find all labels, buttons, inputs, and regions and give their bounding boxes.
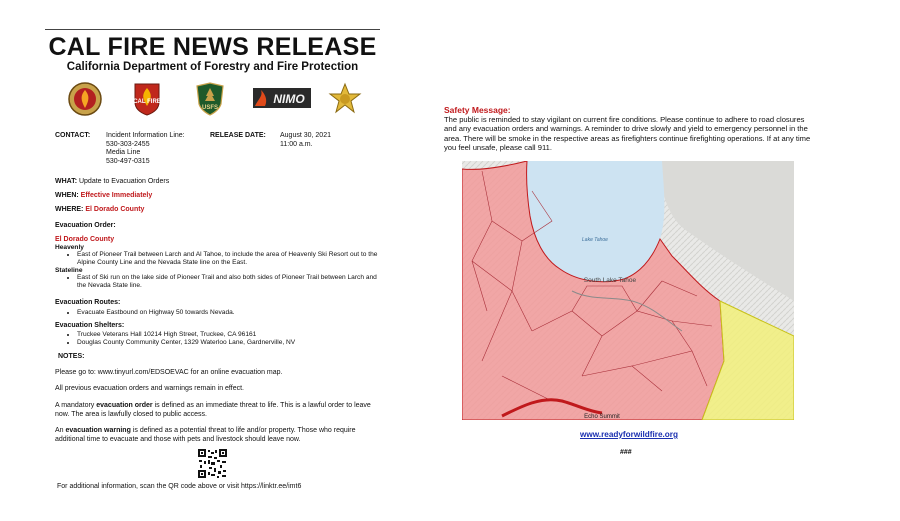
notes-remain: All previous evacuation orders and warnings remain in effect. [55, 385, 244, 392]
evac-shelters-heading: Evacuation Shelters: [55, 322, 125, 329]
shelter-list [55, 331, 380, 347]
nimo-logo-icon [253, 88, 311, 108]
release-date-label: RELEASE DATE: [210, 132, 266, 139]
what-line [55, 178, 169, 185]
evac-order-county: El Dorado County [55, 236, 115, 243]
contact-details [106, 132, 185, 166]
cal-fire-badge-icon [130, 82, 164, 116]
text-run: is defined as a potential threat to life and/or property. Those who require additional time to evacuate and those with pets and livestock should leave now. [55, 427, 356, 443]
evac-shelters [55, 331, 380, 347]
where-label: WHERE: [55, 206, 84, 213]
evacuation-map[interactable] [462, 161, 794, 420]
usfs-shield-icon [193, 82, 227, 116]
release-time-value: 11:00 a.m. [280, 140, 313, 148]
qr-code-icon[interactable] [197, 448, 228, 479]
notes-order-definition [55, 401, 380, 419]
qr-footer-text: For additional information, scan the QR code above or visit https://linktr.ee/imt6 [57, 483, 302, 490]
zone-list-heavenly [55, 251, 380, 267]
term-evacuation-warning: evacuation warning [65, 427, 131, 434]
cal-fire-seal-icon [68, 82, 102, 116]
contact-line: Media Line [106, 149, 141, 156]
evac-routes [55, 309, 380, 317]
contact-line: 530-497-0315 [106, 157, 150, 165]
svg-text:USFS: USFS [201, 105, 219, 111]
header-rule [45, 29, 380, 30]
shelter-item: • Douglas County Community Center, 1329 Waterloo Lane, Gardnerville, NV [77, 339, 380, 347]
text-run: A mandatory [55, 402, 97, 409]
end-mark: ### [620, 449, 632, 456]
contact-line: Incident Information Line: [106, 132, 185, 139]
safety-heading: Safety Message: [444, 105, 511, 115]
safety-text: The public is reminded to stay vigilant on current fire conditions. Please continue to adhere to road closures and any evacuation orders and warnings. A reminder to drive slowly and yield to emergency personnel in the area. There will be smoke in the respective areas as firefighters continue firefighting operations. If at any time you feel unsafe, please call 911. [444, 115, 811, 152]
sheriff-star-icon [328, 82, 362, 116]
zone-item: • East of Pioneer Trail between Larch and Al Tahoe, to include the area of Heavenly Ski Resort out to the Alpine County Line and the Nevada State line on the East. [77, 251, 380, 267]
routes-list [55, 309, 380, 317]
svg-text:CAL FIRE: CAL FIRE [133, 99, 161, 105]
evacuation-map-graphic [462, 161, 794, 420]
notes-map-line: Please go to: www.tinyurl.com/EDSOEVAC for an online evacuation map. [55, 369, 283, 376]
contact-line: 530-303-2455 [106, 140, 150, 148]
city-label: South Lake Tahoe [583, 277, 637, 284]
page-subtitle: California Department of Forestry and Fire Protection [66, 61, 359, 73]
term-evacuation-order: evacuation order [96, 402, 153, 409]
text-run: is defined as an immediate threat to life. This is a lawful order to leave now. The area is lawfully closed to public access. [55, 402, 371, 418]
page-title: CAL FIRE NEWS RELEASE [48, 33, 377, 61]
route-item: • Evacuate Eastbound on Highway 50 towards Nevada. [77, 309, 380, 317]
when-value: Effective Immediately [80, 192, 153, 199]
lake-label: Lake Tahoe [582, 237, 608, 243]
summit-label: Echo Summit [584, 414, 620, 420]
zone-label-stateline: Stateline [55, 267, 83, 274]
evac-order-zones [55, 244, 380, 290]
shelter-item: • Truckee Veterans Hall 10214 High Street, Truckee, CA 96161 [77, 331, 380, 339]
evac-order-heading: Evacuation Order: [55, 222, 116, 229]
zone-item: • East of Ski run on the lake side of Pioneer Trail and also both sides of Pioneer Trail between Larch and the Nevada State line. [77, 274, 380, 290]
what-value: Update to Evacuation Orders [78, 178, 170, 185]
what-label: WHAT: [55, 178, 78, 185]
when-line [55, 192, 152, 199]
when-label: WHEN: [55, 192, 79, 199]
where-value: El Dorado County [85, 206, 145, 213]
release-date-value: August 30, 2021 [280, 132, 331, 139]
svg-text:NIMO: NIMO [273, 92, 305, 106]
evac-routes-heading: Evacuation Routes: [55, 299, 121, 306]
notes-warning-definition [55, 426, 380, 444]
zone-label-heavenly: Heavenly [55, 244, 84, 251]
ready-for-wildfire-link[interactable]: www.readyforwildfire.org [580, 430, 678, 439]
where-line [55, 206, 144, 213]
notes-heading: NOTES: [58, 353, 85, 360]
release-date [280, 132, 331, 149]
zone-list-stateline [55, 274, 380, 290]
contact-label: CONTACT: [55, 132, 91, 139]
text-run: An [55, 427, 66, 434]
